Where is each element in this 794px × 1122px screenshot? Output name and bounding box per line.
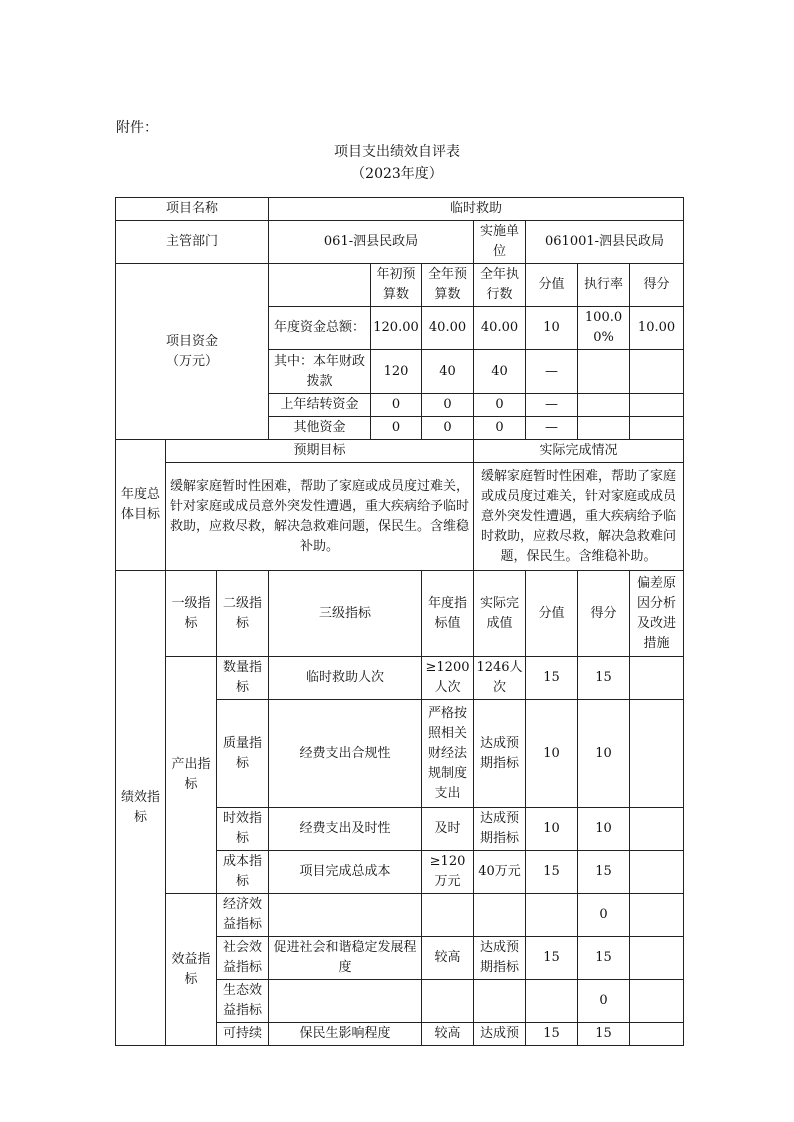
page-title: 项目支出绩效自评表 (334, 144, 460, 160)
funds-header: 年初预算数 (371, 264, 422, 307)
funds-cell: 10 (526, 307, 578, 350)
deviation-note (630, 1023, 684, 1046)
score: 0 (578, 980, 630, 1023)
level3-indicator (269, 980, 422, 1023)
actual-value: 达成预期指标 (474, 808, 526, 851)
perf-header: 三级指标 (269, 571, 422, 657)
actual-value: 达成预期指标 (474, 700, 526, 808)
level3-indicator: 促进社会和谐稳定发展程度 (269, 937, 422, 980)
level3-indicator: 经费支出合规性 (269, 700, 422, 808)
score: 15 (578, 851, 630, 894)
deviation-note (630, 937, 684, 980)
performance-label: 绩效指标 (116, 571, 166, 1046)
target-value: 较高 (422, 1023, 474, 1046)
deviation-note (630, 657, 684, 700)
funds-cell: 0 (474, 417, 526, 440)
funds-cell: 120 (371, 350, 422, 394)
project-name-row (116, 198, 684, 221)
funds-header: 全年执行数 (474, 264, 526, 307)
score: 15 (578, 1023, 630, 1046)
attachment-label: 附件： (116, 120, 158, 136)
level2-indicator: 数量指标 (217, 657, 269, 700)
expected-goal-text: 缓解家庭暂时性困难，帮助了家庭或成员度过难关，针对家庭或成员意外突发性遭遇，重大疾病给予临时救助，应救尽救，解决急救难问题，保民生。含维稳补助。 (166, 463, 474, 571)
impl-label: 实施单位 (474, 221, 526, 264)
funds-row-label: 其他资金 (269, 417, 371, 440)
funds-cell (630, 394, 684, 417)
performance-header-row (116, 571, 684, 657)
actual-value: 达成预 (474, 1023, 526, 1046)
impl-value: 061001-泗县民政局 (526, 221, 684, 264)
funds-header: 执行率 (578, 264, 630, 307)
score-value: 10 (526, 808, 578, 851)
actual-value (474, 980, 526, 1023)
funds-cell (630, 350, 684, 394)
perf-header: 得分 (578, 571, 630, 657)
funds-header: 分值 (526, 264, 578, 307)
funds-cell: 0 (422, 417, 474, 440)
score-value (526, 894, 578, 937)
project-name-label: 项目名称 (116, 198, 269, 221)
funds-cell (578, 350, 630, 394)
score: 15 (578, 657, 630, 700)
page-subtitle: （2023年度） (351, 166, 443, 182)
project-name-value: 临时救助 (269, 198, 684, 221)
output-indicator-label: 产出指标 (166, 657, 217, 894)
deviation-note (630, 851, 684, 894)
funds-cell: 40 (474, 350, 526, 394)
target-value (422, 894, 474, 937)
level2-indicator: 生态效益指标 (217, 980, 269, 1023)
score: 0 (578, 894, 630, 937)
actual-goal-text: 缓解家庭暂时性困难，帮助了家庭或成员度过难关，针对家庭或成员意外突发性遭遇，重大疾病给予临时救助，应救尽救，解决急救难问题，保民生。含维稳补助。 (474, 463, 684, 571)
perf-header: 二级指标 (217, 571, 269, 657)
deviation-note (630, 808, 684, 851)
funds-row-label: 其中：本年财政拨款 (269, 350, 371, 394)
funds-cell: — (526, 417, 578, 440)
level2-indicator: 可持续 (217, 1023, 269, 1046)
indicator-row (116, 894, 684, 937)
funds-cell: 40.00 (474, 307, 526, 350)
dept-value: 061-泗县民政局 (269, 221, 474, 264)
funds-cell: 0 (371, 394, 422, 417)
level3-indicator: 临时救助人次 (269, 657, 422, 700)
level3-indicator (269, 894, 422, 937)
score: 10 (578, 700, 630, 808)
department-row (116, 221, 684, 264)
level2-indicator: 时效指标 (217, 808, 269, 851)
goals-header-row (116, 440, 684, 463)
funds-header-blank (269, 264, 371, 307)
funds-row-label: 上年结转资金 (269, 394, 371, 417)
funds-cell: 100.00% (578, 307, 630, 350)
target-value: ≥120万元 (422, 851, 474, 894)
indicator-row (116, 657, 684, 700)
funds-cell: 0 (371, 417, 422, 440)
perf-header: 偏差原因分析及改进措施 (630, 571, 684, 657)
funds-cell (578, 417, 630, 440)
score-value: 15 (526, 851, 578, 894)
level3-indicator: 经费支出及时性 (269, 808, 422, 851)
actual-value: 达成预期指标 (474, 937, 526, 980)
funds-cell: — (526, 394, 578, 417)
deviation-note (630, 700, 684, 808)
level2-indicator: 成本指标 (217, 851, 269, 894)
goals-label: 年度总体目标 (116, 440, 166, 571)
perf-header: 年度指标值 (422, 571, 474, 657)
score-value (526, 980, 578, 1023)
score-value: 15 (526, 1023, 578, 1046)
level2-indicator: 经济效益指标 (217, 894, 269, 937)
funds-cell: 40 (422, 350, 474, 394)
perf-header: 一级指标 (166, 571, 217, 657)
deviation-note (630, 894, 684, 937)
score-value: 15 (526, 657, 578, 700)
target-value: 较高 (422, 937, 474, 980)
score-value: 10 (526, 700, 578, 808)
funds-cell: 0 (422, 394, 474, 417)
funds-header: 得分 (630, 264, 684, 307)
benefit-indicator-label: 效益指标 (166, 894, 217, 1046)
expected-goal-label: 预期目标 (166, 440, 474, 463)
funds-cell: 40.00 (422, 307, 474, 350)
actual-value: 40万元 (474, 851, 526, 894)
deviation-note (630, 980, 684, 1023)
funds-cell (630, 417, 684, 440)
target-value: 严格按照相关财经法规制度支出 (422, 700, 474, 808)
score-value: 15 (526, 937, 578, 980)
level3-indicator: 项目完成总成本 (269, 851, 422, 894)
actual-value: 1246人次 (474, 657, 526, 700)
perf-header: 分值 (526, 571, 578, 657)
level2-indicator: 质量指标 (217, 700, 269, 808)
funds-header-row (116, 264, 684, 307)
score: 10 (578, 808, 630, 851)
goals-text-row (116, 463, 684, 571)
target-value: 及时 (422, 808, 474, 851)
level3-indicator: 保民生影响程度 (269, 1023, 422, 1046)
actual-goal-label: 实际完成情况 (474, 440, 684, 463)
evaluation-table (115, 197, 684, 1046)
funds-cell: 10.00 (630, 307, 684, 350)
perf-header: 实际完成值 (474, 571, 526, 657)
level2-indicator: 社会效益指标 (217, 937, 269, 980)
dept-label: 主管部门 (116, 221, 269, 264)
target-value: ≥1200人次 (422, 657, 474, 700)
funds-cell: 120.00 (371, 307, 422, 350)
funds-cell: — (526, 350, 578, 394)
target-value (422, 980, 474, 1023)
funds-header: 全年预算数 (422, 264, 474, 307)
funds-cell (578, 394, 630, 417)
funds-label: 项目资金 （万元） (116, 264, 269, 440)
funds-cell: 0 (474, 394, 526, 417)
score: 15 (578, 937, 630, 980)
actual-value (474, 894, 526, 937)
funds-row-label: 年度资金总额： (269, 307, 371, 350)
